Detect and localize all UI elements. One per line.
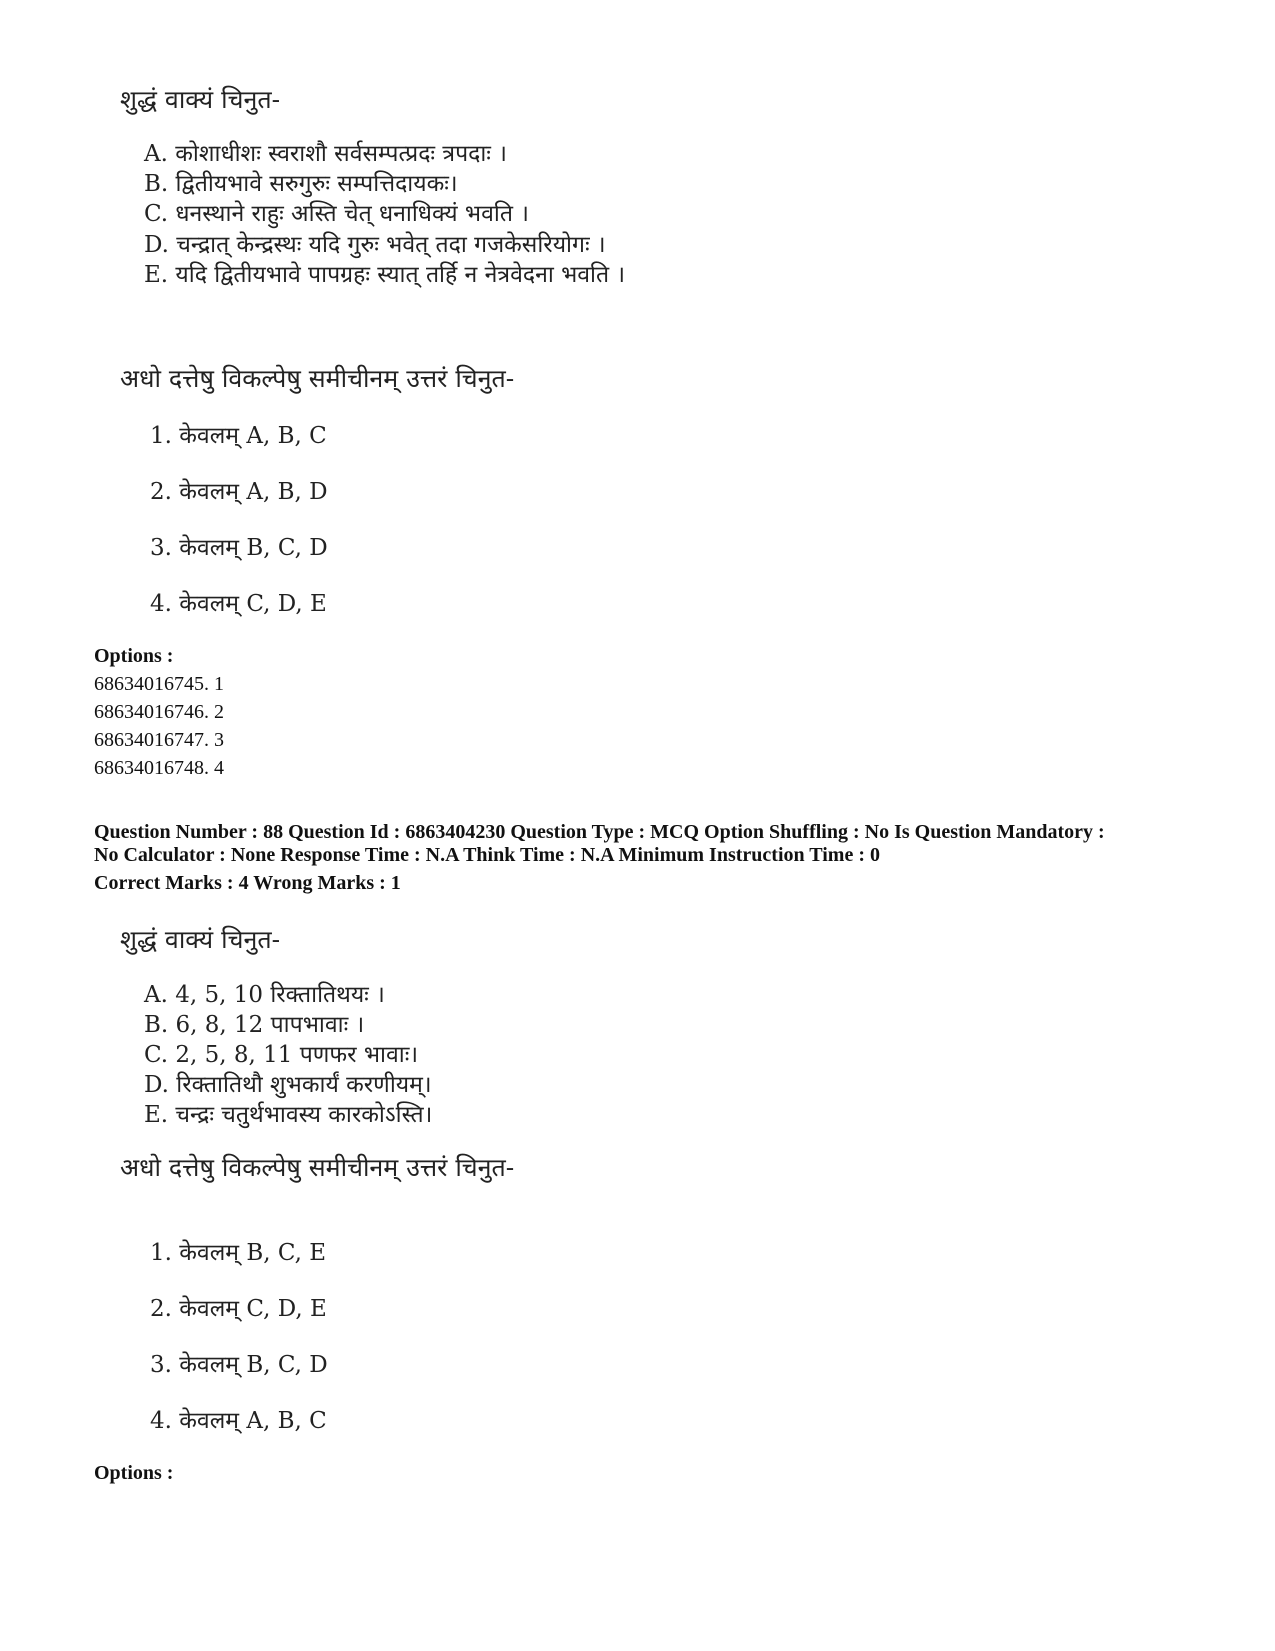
- q1-statement-b: B. द्वितीयभावे सरुगुरुः सम्पत्तिदायकः।: [144, 171, 458, 197]
- q1-options-label: Options :: [94, 645, 174, 667]
- q2-prompt: अधो दत्तेषु विकल्पेषु समीचीनम् उत्तरं चिनुत-: [120, 1153, 515, 1182]
- q2-options-label: Options :: [94, 1462, 174, 1484]
- q1-option-3: 68634016747. 3: [94, 729, 224, 751]
- q1-choice-2: 2. केवलम् A, B, D: [150, 479, 328, 505]
- q2-statement-d: D. रिक्तातिथौ शुभकार्यं करणीयम्।: [144, 1072, 432, 1098]
- q2-meta-line1: Question Number : 88 Question Id : 6863404230 Question Type : MCQ Option Shuffling : No Is Question Mandatory :: [94, 821, 1105, 843]
- q2-choice-4: 4. केवलम् A, B, C: [150, 1408, 327, 1434]
- q2-meta-line2: No Calculator : None Response Time : N.A Think Time : N.A Minimum Instruction Time : 0: [94, 844, 880, 866]
- q1-choice-3: 3. केवलम् B, C, D: [150, 535, 328, 561]
- q2-choice-2: 2. केवलम् C, D, E: [150, 1296, 327, 1322]
- q1-option-2: 68634016746. 2: [94, 701, 224, 723]
- q1-statement-e: E. यदि द्वितीयभावे पापग्रहः स्यात् तर्हि न नेत्रवेदना भवति ।: [144, 262, 626, 288]
- q1-option-4: 68634016748. 4: [94, 757, 224, 779]
- q1-prompt: अधो दत्तेषु विकल्पेषु समीचीनम् उत्तरं चिनुत-: [120, 364, 515, 393]
- q2-choice-3: 3. केवलम् B, C, D: [150, 1352, 328, 1378]
- q1-choice-4: 4. केवलम् C, D, E: [150, 591, 327, 617]
- q1-statement-d: D. चन्द्रात् केन्द्रस्थः यदि गुरुः भवेत् तदा गजकेसरियोगः ।: [144, 232, 606, 258]
- q2-instruction: शुद्धं वाक्यं चिनुत-: [120, 925, 281, 954]
- q2-statement-a: A. 4, 5, 10 रिक्तातिथयः ।: [144, 982, 385, 1008]
- q2-statement-c: C. 2, 5, 8, 11 पणफर भावाः।: [144, 1042, 419, 1068]
- q1-statement-c: C. धनस्थाने राहुः अस्ति चेत् धनाधिक्यं भवति ।: [144, 201, 529, 227]
- q1-choice-1: 1. केवलम् A, B, C: [150, 423, 327, 449]
- q2-marks: Correct Marks : 4 Wrong Marks : 1: [94, 872, 401, 894]
- q1-option-1: 68634016745. 1: [94, 673, 224, 695]
- q1-statement-a: A. कोशाधीशः स्वराशौ सर्वसम्पत्प्रदः त्रपदाः ।: [144, 141, 507, 167]
- q2-statement-b: B. 6, 8, 12 पापभावाः ।: [144, 1012, 365, 1038]
- q1-instruction: शुद्धं वाक्यं चिनुत-: [120, 85, 281, 114]
- q2-choice-1: 1. केवलम् B, C, E: [150, 1240, 327, 1266]
- q2-statement-e: E. चन्द्रः चतुर्थभावस्य कारकोऽस्ति।: [144, 1102, 433, 1128]
